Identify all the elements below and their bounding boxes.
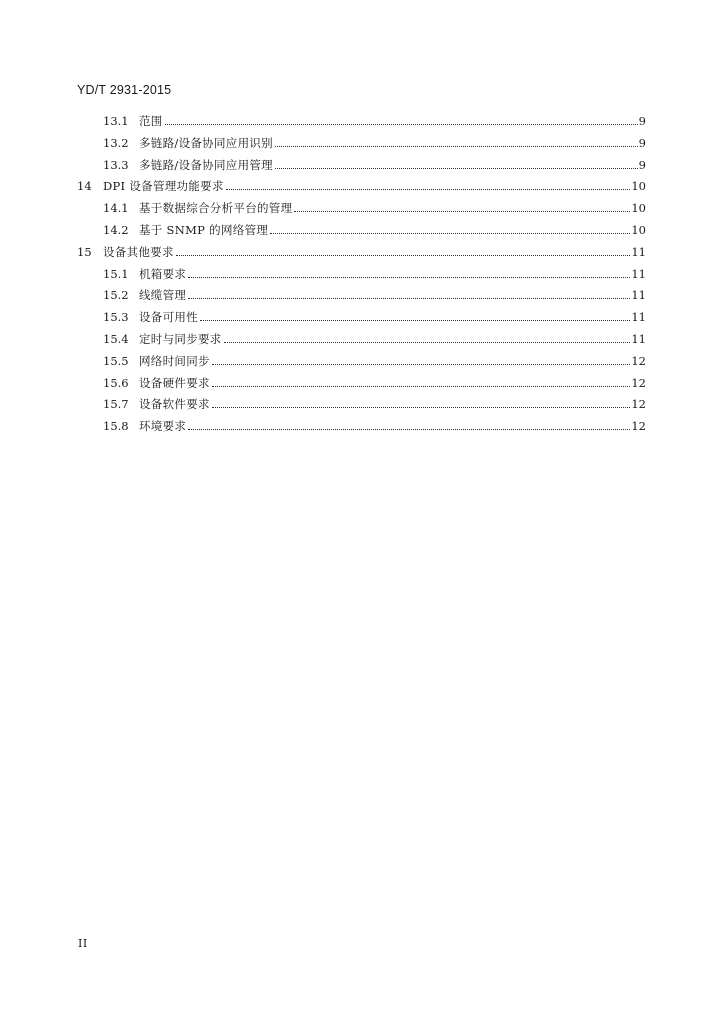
toc-entry[interactable] [103, 195, 646, 215]
toc-entry-number: 14.1 [103, 201, 129, 216]
toc-entry-number: 15 [77, 244, 92, 259]
toc-entry-number: 14 [77, 179, 92, 194]
toc-entry-number: 15.2 [103, 288, 129, 303]
toc-dot-leader [212, 364, 631, 365]
toc-entry-page: 10 [631, 201, 646, 216]
toc-dot-leader [224, 342, 631, 343]
toc-entry-title: 线缆管理 [139, 288, 187, 303]
toc-entry-number: 15.3 [103, 310, 129, 325]
toc-entry-number: 15.5 [103, 353, 129, 368]
toc-entry[interactable] [103, 217, 646, 237]
toc-entry[interactable] [103, 326, 646, 346]
toc-dot-leader [188, 429, 630, 430]
toc-entry-page: 12 [631, 353, 646, 368]
toc-entry[interactable] [77, 239, 646, 259]
toc-entry[interactable] [103, 348, 646, 368]
toc-entry-number: 14.2 [103, 223, 129, 237]
toc-entry[interactable] [103, 304, 646, 324]
toc-entry[interactable] [103, 108, 646, 128]
toc-entry-title: 网络时间同步 [139, 353, 210, 368]
toc-dot-leader [176, 255, 631, 256]
toc-entry-title: 设备硬件要求 [139, 375, 210, 390]
toc-entry[interactable] [103, 370, 646, 390]
toc-dot-leader [270, 233, 630, 234]
toc-dot-leader [212, 407, 631, 408]
toc-entry-number: 15.1 [103, 266, 129, 281]
toc-dot-leader [226, 189, 631, 190]
toc-entry-page: 10 [631, 223, 646, 237]
toc-entry-title: 基于 SNMP 的网络管理 [139, 223, 269, 237]
toc-entry-title: 多链路/设备协同应用管理 [139, 157, 273, 172]
toc-dot-leader [275, 146, 638, 147]
toc-entry-page: 11 [631, 332, 646, 346]
toc-entry-title: 设备可用性 [139, 310, 198, 325]
toc-entry-number: 15.8 [103, 419, 129, 434]
toc-entry-title: 设备其他要求 [103, 244, 174, 259]
toc-dot-leader [188, 277, 630, 278]
toc-entry[interactable] [103, 152, 646, 172]
toc-entry-page: 9 [638, 157, 646, 172]
page-number: II [78, 937, 88, 950]
toc-entry[interactable] [103, 413, 646, 433]
toc-entry[interactable] [103, 261, 646, 281]
toc-entry-page: 12 [631, 375, 646, 390]
toc-entry-page: 11 [631, 288, 646, 303]
toc-entry-page: 10 [631, 179, 646, 194]
toc-dot-leader [275, 168, 638, 169]
toc-entry-number: 13.3 [103, 157, 129, 172]
toc-entry-page: 12 [631, 419, 646, 434]
toc-entry-number: 15.4 [103, 332, 129, 346]
toc-entry-page: 11 [631, 266, 646, 281]
toc-entry[interactable] [103, 130, 646, 150]
toc-entry-page: 12 [631, 397, 646, 412]
toc-entry-title: 设备软件要求 [139, 397, 210, 412]
toc-entry[interactable] [77, 173, 646, 193]
toc-entry-title: 基于数据综合分析平台的管理 [139, 201, 293, 216]
toc-entry-title: 多链路/设备协同应用识别 [139, 135, 273, 150]
toc-entry-title: DPI 设备管理功能要求 [103, 179, 224, 194]
toc-entry[interactable] [103, 391, 646, 411]
toc-dot-leader [212, 386, 631, 387]
toc-dot-leader [188, 298, 630, 299]
document-header: YD/T 2931-2015 [77, 83, 172, 97]
toc-entry-title: 机箱要求 [139, 266, 187, 281]
toc-entry-title: 范围 [139, 114, 163, 128]
toc-entry-title: 定时与同步要求 [139, 332, 222, 346]
toc-entry-title: 环境要求 [139, 419, 187, 434]
toc-entry-number: 13.2 [103, 135, 129, 150]
toc-dot-leader [165, 124, 638, 125]
toc-dot-leader [200, 320, 630, 321]
toc-entry-number: 15.7 [103, 397, 129, 412]
toc-entry-number: 15.6 [103, 375, 129, 390]
toc-entry-page: 9 [638, 114, 646, 128]
toc-dot-leader [294, 211, 630, 212]
toc-entry-number: 13.1 [103, 114, 129, 128]
toc-entry-page: 11 [631, 310, 646, 325]
toc-entry-page: 11 [631, 244, 646, 259]
toc-entry-page: 9 [638, 135, 646, 150]
toc-entry[interactable] [103, 282, 646, 302]
